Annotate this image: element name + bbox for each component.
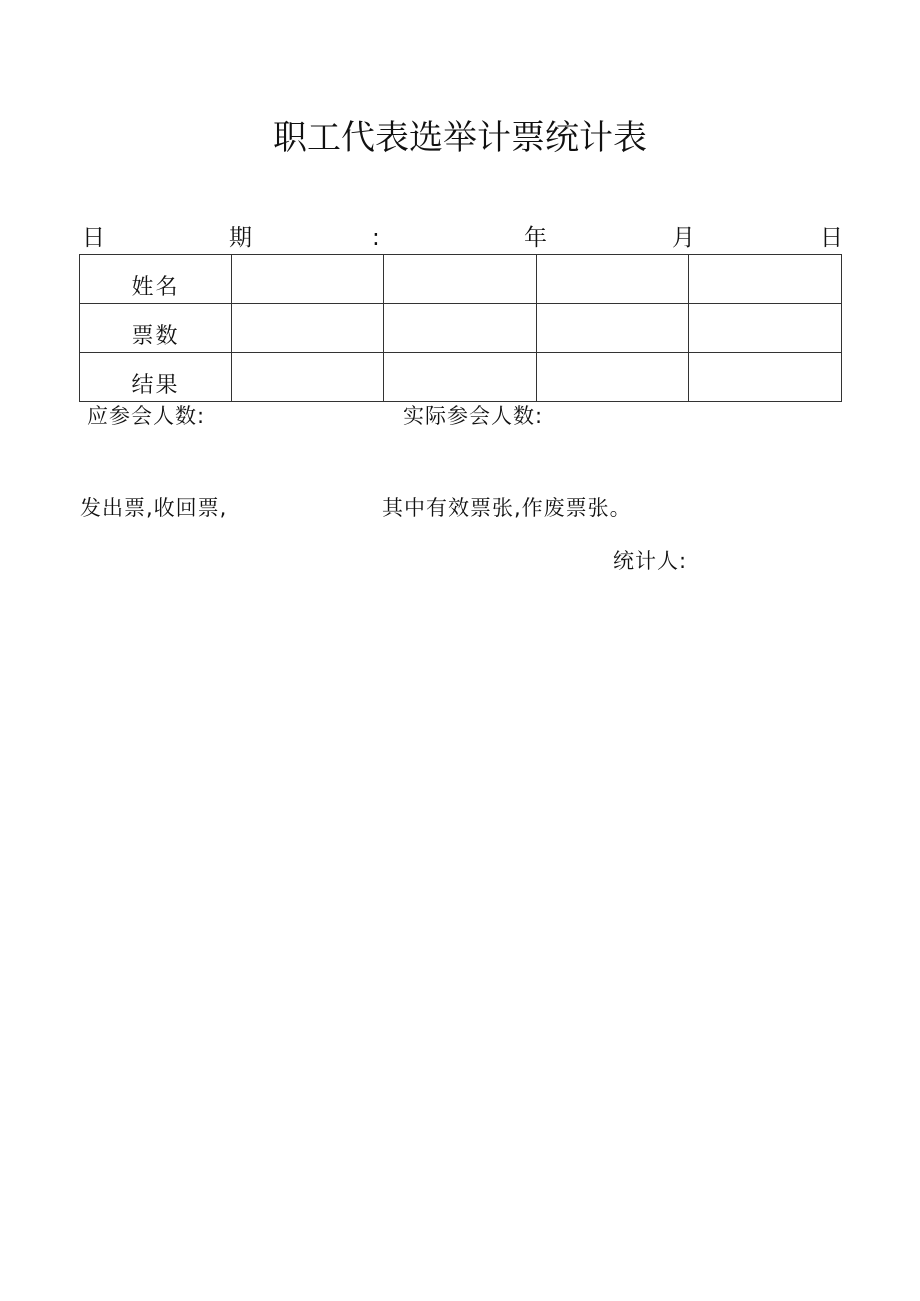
ballots-valid-invalid: 其中有效票张,作废票张。 (382, 496, 632, 520)
date-label-ri: 日 (82, 225, 105, 251)
row-label-result: 结果 (80, 353, 232, 402)
ballots-issued-returned: 发出票,收回票, (80, 496, 228, 520)
expected-attendance-label: 应参会人数: (87, 404, 206, 428)
date-line (82, 222, 842, 254)
votes-cell[interactable] (537, 304, 689, 353)
table-row-name (80, 255, 842, 304)
actual-attendance-label: 实际参会人数: (403, 404, 544, 428)
result-cell[interactable] (689, 353, 842, 402)
date-year-label: 年 (524, 225, 547, 251)
name-cell[interactable] (689, 255, 842, 304)
date-label-qi: 期 (229, 225, 252, 251)
counter-label: 统计人: (613, 549, 688, 573)
result-cell[interactable] (232, 353, 384, 402)
row-label-name: 姓名 (80, 255, 232, 304)
name-cell[interactable] (537, 255, 689, 304)
table-row-result (80, 353, 842, 402)
page-title: 职工代表选举计票统计表 (273, 118, 647, 158)
vote-tally-table (79, 254, 842, 402)
date-day-label: 日 (820, 225, 843, 251)
date-month-label: 月 (672, 225, 695, 251)
result-cell[interactable] (537, 353, 689, 402)
votes-cell[interactable] (384, 304, 537, 353)
name-cell[interactable] (384, 255, 537, 304)
result-cell[interactable] (384, 353, 537, 402)
date-colon: : (372, 225, 380, 251)
name-cell[interactable] (232, 255, 384, 304)
votes-cell[interactable] (689, 304, 842, 353)
table-row-votes (80, 304, 842, 353)
row-label-votes: 票数 (80, 304, 232, 353)
votes-cell[interactable] (232, 304, 384, 353)
